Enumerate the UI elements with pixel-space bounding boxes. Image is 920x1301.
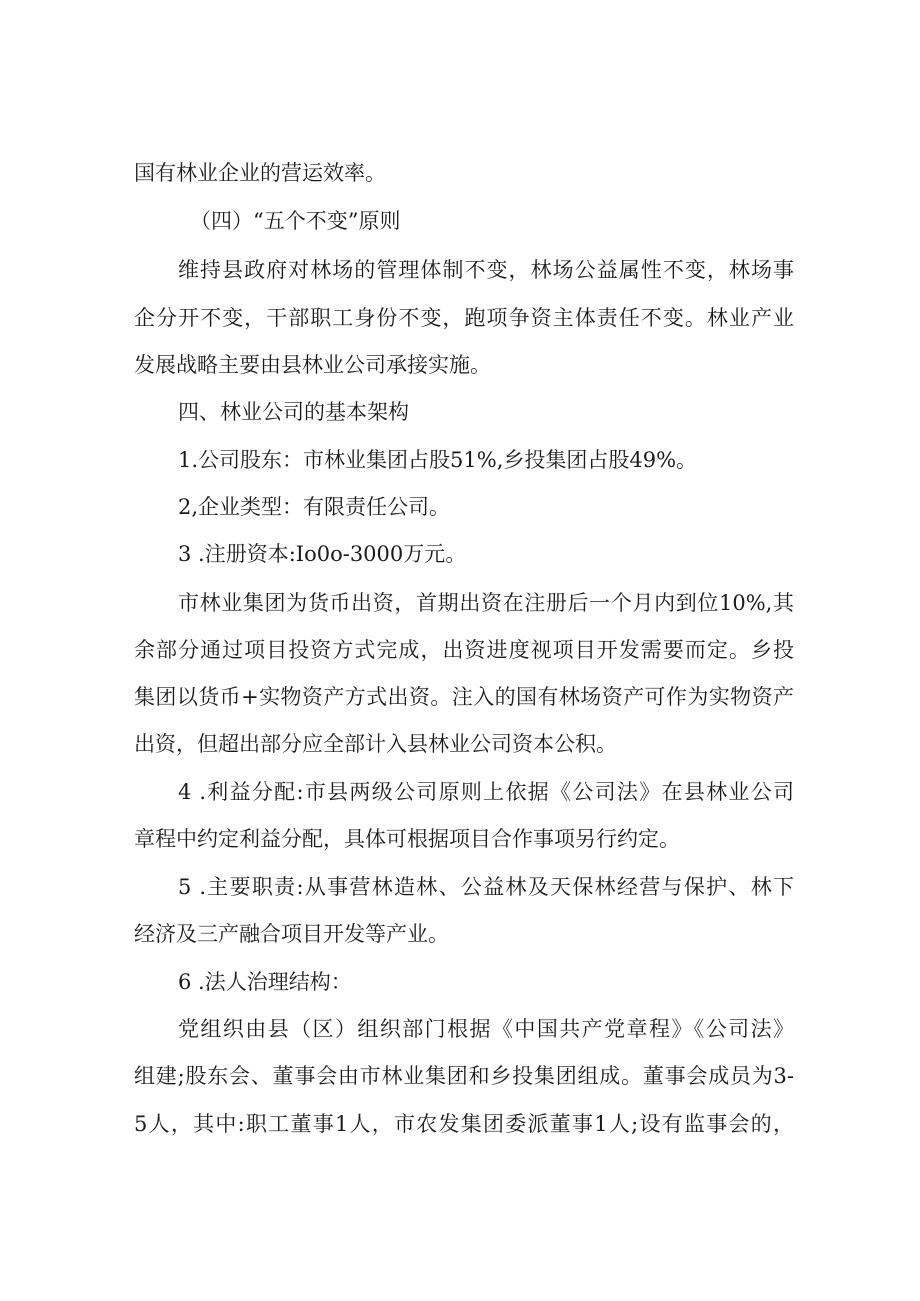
section-heading: 四、林业公司的基本架构 <box>178 400 409 424</box>
paragraph-line: 企分开不变，干部职工身份不变，跑项争资主体责任不变。林业产业 <box>134 306 794 330</box>
paragraph-line: 市林业集团为货币出资，首期出资在注册后一个月内到位10%,其 <box>178 591 794 615</box>
paragraph-line: 组建;股东会、董事会由市林业集团和乡投集团组成。董事会成员为3- <box>134 1064 794 1088</box>
paragraph-line: 维持县政府对林场的管理体制不变，林场公益属性不变，林场事 <box>178 258 794 282</box>
list-item: 4 .利益分配:市县两级公司原则上依据《公司法》在县林业公司 <box>178 780 794 804</box>
paragraph-line: 国有林业企业的营运效率。 <box>134 161 386 185</box>
list-item: 2,企业类型：有限责任公司。 <box>178 495 451 519</box>
paragraph-line: 发展战略主要由县林业公司承接实施。 <box>134 353 491 377</box>
list-item: 1.公司股东：市林业集团占股51%,乡投集团占股49%。 <box>178 448 698 472</box>
paragraph-line: 经济及三产融合项目开发等产业。 <box>134 922 449 946</box>
list-item: 3 .注册资本:Io0o-3000万元。 <box>178 542 467 566</box>
paragraph-line: 5人，其中:职工董事1人，市农发集团委派董事1人;设有监事会的， <box>134 1112 794 1136</box>
paragraph-line: 章程中约定利益分配，具体可根据项目合作事项另行约定。 <box>134 827 680 851</box>
paragraph-line: 出资，但超出部分应全部计入县林业公司资本公积。 <box>134 732 617 756</box>
list-item: 5 .主要职责:从事营林造林、公益林及天保林经营与保护、林下 <box>178 875 794 899</box>
paragraph-line: 余部分通过项目投资方式完成，出资进度视项目开发需要而定。乡投 <box>134 638 794 662</box>
paragraph-line: 集团以货币+实物资产方式出资。注入的国有林场资产可作为实物资产 <box>134 685 794 709</box>
paragraph-line: 党组织由县（区）组织部门根据《中国共产党章程》《公司法》 <box>178 1017 794 1041</box>
list-item: 6 .法人治理结构： <box>178 970 352 994</box>
section-heading: （四）“五个不变”原则 <box>190 209 401 233</box>
